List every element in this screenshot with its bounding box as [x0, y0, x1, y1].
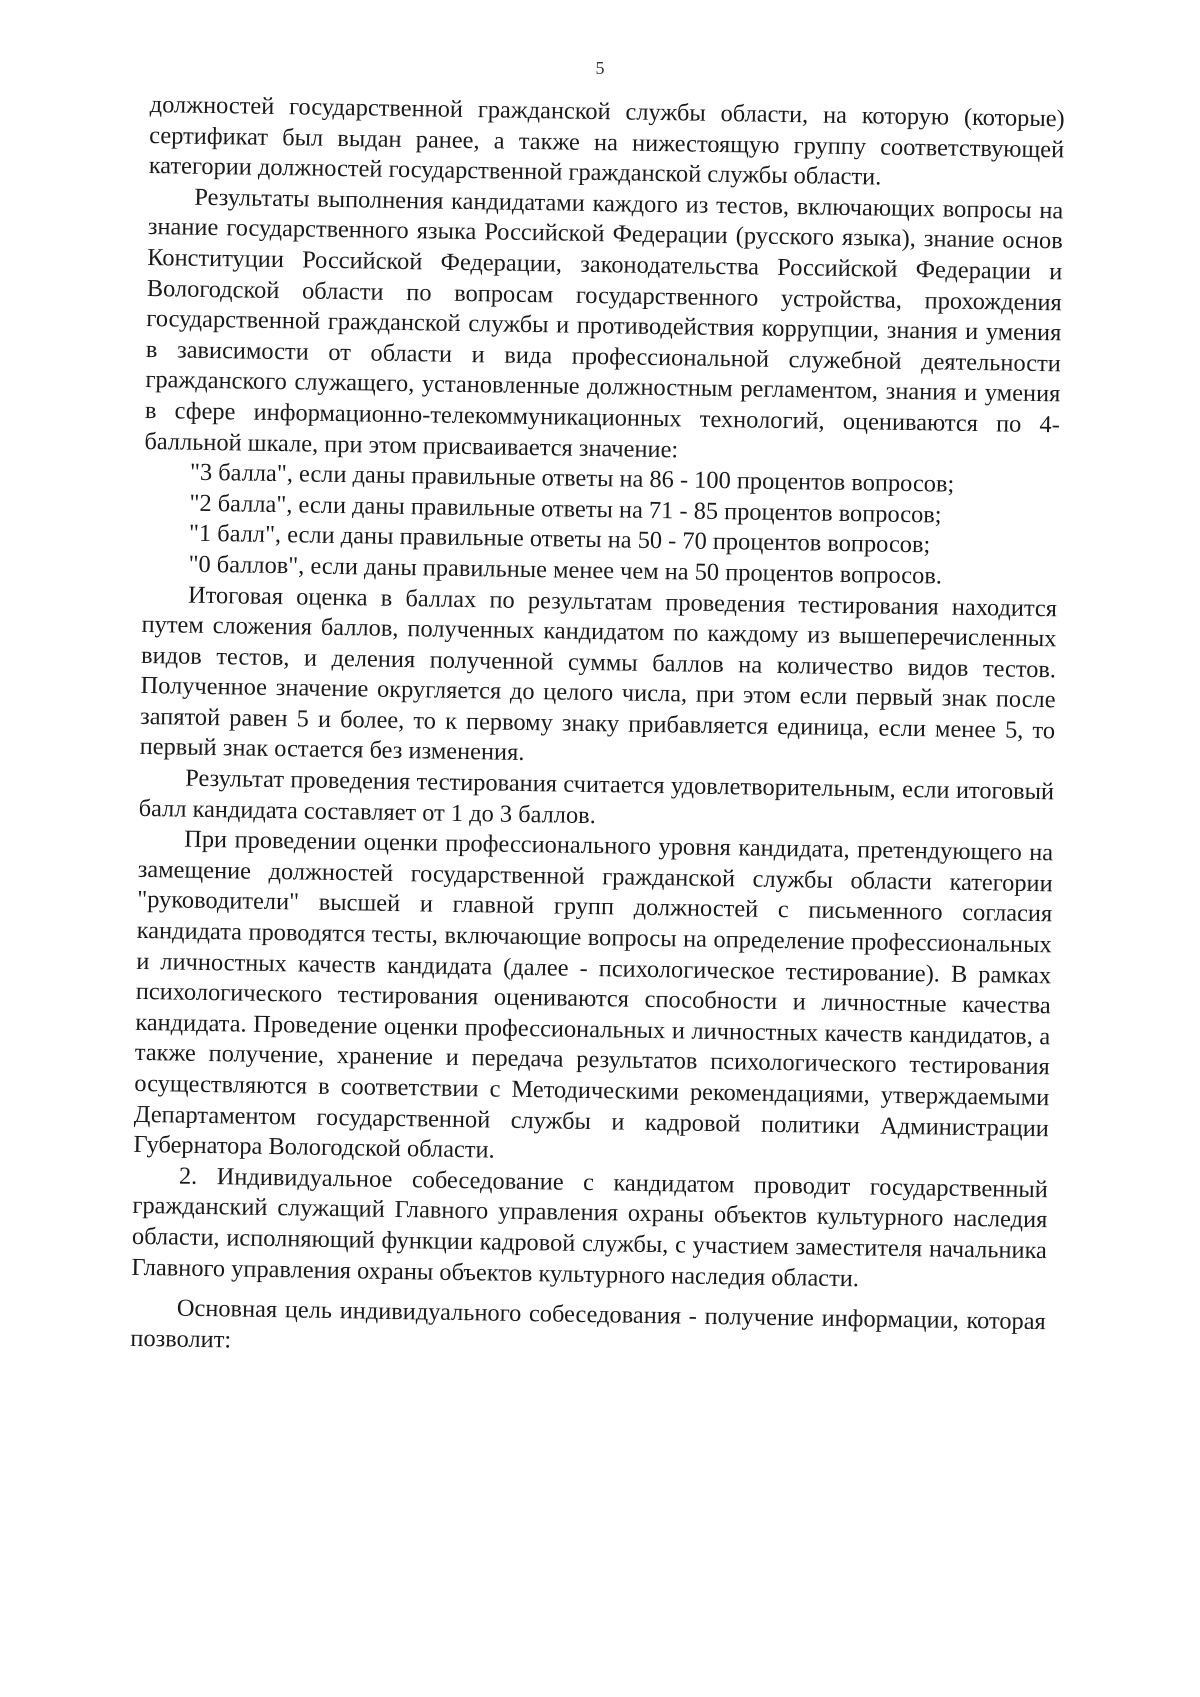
- score-item-2: "2 балла", если даны правильные ответы на 71 - 85 процентов вопросов;: [189, 489, 942, 529]
- score-item-1: "1 балл", если даны правильные ответы на 50 - 70 процентов вопросов;: [188, 519, 931, 559]
- paragraph-continuation: должностей государственной гражданской службы области, на которую (которые) сертификат был выдан ранее, а также на нижестоящую группу соответствующей категории должностей государственной гражданской службы области.: [148, 90, 1065, 191]
- paragraph-satisfactory-result: Результат проведения тестирования считается удовлетворительным, если итоговый балл кандидата составляет от 1 до 3 баллов.: [138, 764, 1055, 829]
- document-body: [130, 90, 1065, 1369]
- page-number: 5: [595, 58, 605, 78]
- paragraph-final-score: Итоговая оценка в баллах по результатам проведения тестирования находится путем сложения баллов, полученных кандидатом по каждому из вышеперечисленных видов тестов, и деления полученной суммы баллов на количество видов тестов. Полученное значение округляется до целого числа, при этом если первый знак после запятой равен 5 и более, то к первому знаку прибавляется единица, если менее 5, то первый знак остается без изменения.: [139, 581, 1058, 767]
- paragraph-interview: 2. Индивидуальное собеседование с кандидатом проводит государственный гражданский служащий Главного управления охраны объектов культурного наследия области, исполняющий функции кадровой службы, с участием заместителя начальника Главного управления охраны объектов культурного наследия области.: [131, 1162, 1049, 1292]
- score-item-0: "0 баллов", если даны правильные менее чем на 50 процентов вопросов.: [188, 550, 943, 590]
- paragraph-psychological-testing: При проведении оценки профессионального уровня кандидата, претендующего на замещение должностей государственной гражданской службы области категории "руководители" высшей и главной групп должностей с письменного согласия кандидата проводятся тесты, включающие вопросы на определение профессиональных и личностных качеств кандидата (далее - психологическое тестирование). В рамках психологического тестирования оцениваются способности и личностные качества кандидата. Проведение оценки профессиональных и личностных качеств кандидатов, а также получение, хранение и передача результатов психологического тестирования осуществляются в соответствии с Методическими рекомендациями, утверждаемыми Департаментом государственной службы и кадровой политики Администрации Губернатора Вологодской области.: [133, 825, 1054, 1164]
- paragraph-interview-goal: Основная цель индивидуального собеседования - получение информации, которая позволит:: [130, 1294, 1046, 1354]
- score-item-3: "3 балла", если даны правильные ответы на 86 - 100 процентов вопросов;: [189, 458, 955, 498]
- score-scale-list: [142, 457, 1059, 594]
- paragraph-test-results: Результаты выполнения кандидатами каждого из тестов, включающих вопросы на знание государственного языка Российской Федерации (русского языка), знание основ Конституции Российской Федерации, законодательства Российской Федерации и Вологодской области по вопросам государственного устройства, прохождения государственной гражданской службы и противодействия коррупции, знания и умения в зависимости от области и вида профессиональной служебной деятельности гражданского служащего, установленные должностным регламентом, знания и умения в сфере информационно-телекоммуникационных технологий, оцениваются по 4-балльной шкале, при этом присваивается значение:: [144, 183, 1064, 463]
